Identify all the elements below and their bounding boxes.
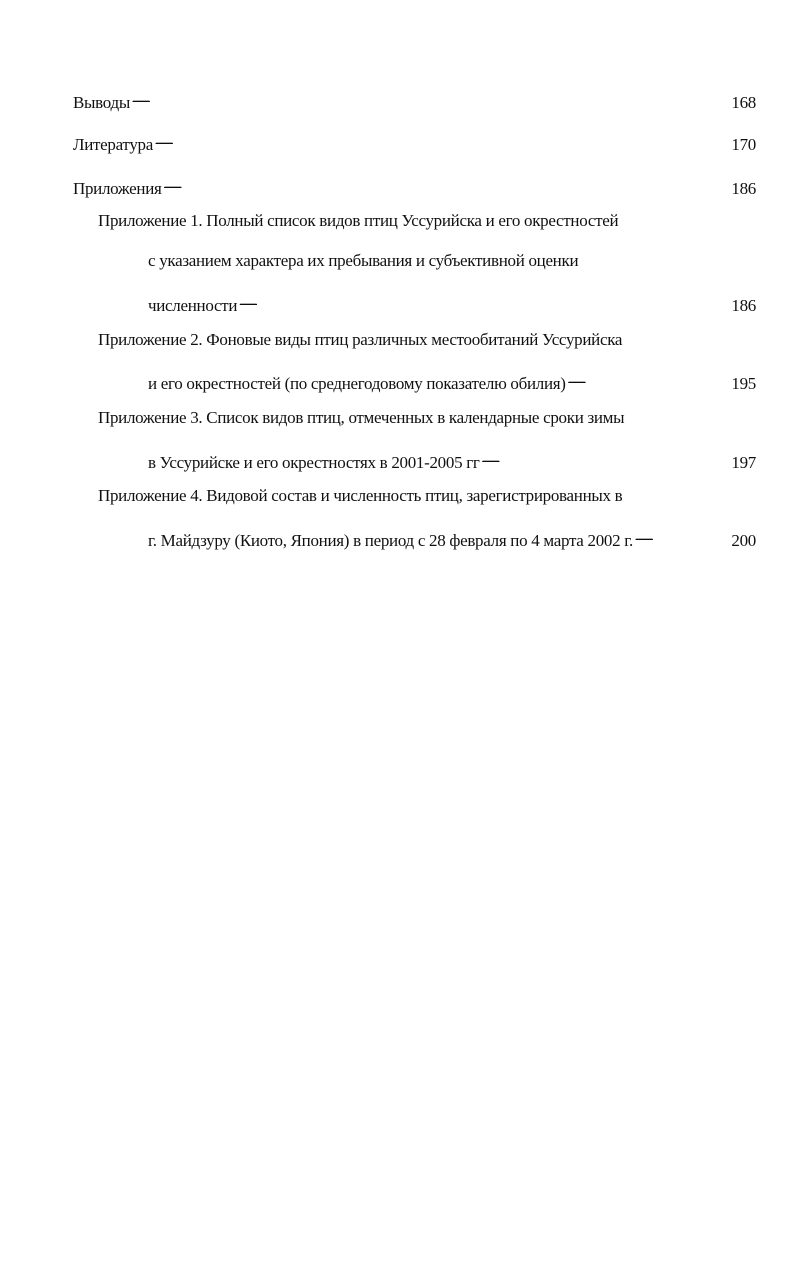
toc-page-number: 168 [731,93,756,112]
toc-entry-title: численности [148,296,238,315]
toc-page-number: 195 [731,374,756,393]
toc-page-number: 186 [731,179,756,198]
dot-leader [239,289,729,311]
toc-page-number: 186 [731,296,756,315]
toc-appendix1-line2: с указанием характера их пребывания и субъективной оценки [148,251,579,270]
dot-leader [482,446,730,468]
toc-entry-title: Выводы [73,93,130,112]
toc-entry-title: и его окрестностей (по среднегодовому показателю обилия) [148,374,566,393]
dot-leader [568,367,730,389]
toc-appendix4-line1: Приложение 4. Видовой состав и численность птиц, зарегистрированных в [98,486,623,505]
toc-entry-title: Литература [73,135,153,154]
toc-appendix3-line1: Приложение 3. Список видов птиц, отмеченных в календарные сроки зимы [98,408,625,427]
toc-entry-appendix1 [148,289,756,317]
toc-entry-appendix2 [148,367,756,395]
toc-page-number: 170 [731,135,756,154]
dot-leader [635,524,729,546]
toc-entry-appendices [73,172,756,200]
toc-entry-appendix4 [148,524,756,552]
toc-appendix1-line1: Приложение 1. Полный список видов птиц Уссурийска и его окрестностей [98,211,619,230]
toc-page-number: 200 [731,531,756,550]
toc-appendix2-line1: Приложение 2. Фоновые виды птиц различных местообитаний Уссурийска [98,330,623,349]
toc-entry-literature [73,128,756,156]
toc-page-number: 197 [731,453,756,472]
dot-leader [155,128,729,150]
toc-entry-title: Приложения [73,179,162,198]
dot-leader [164,172,730,194]
toc-entry-conclusions [73,86,756,114]
toc-entry-appendix3 [148,446,756,474]
dot-leader [132,86,729,108]
toc-entry-title: в Уссурийске и его окрестностях в 2001-2005 гг [148,453,480,472]
toc-entry-title: г. Майдзуру (Киото, Япония) в период с 28 февраля по 4 марта 2002 г. [148,531,633,550]
